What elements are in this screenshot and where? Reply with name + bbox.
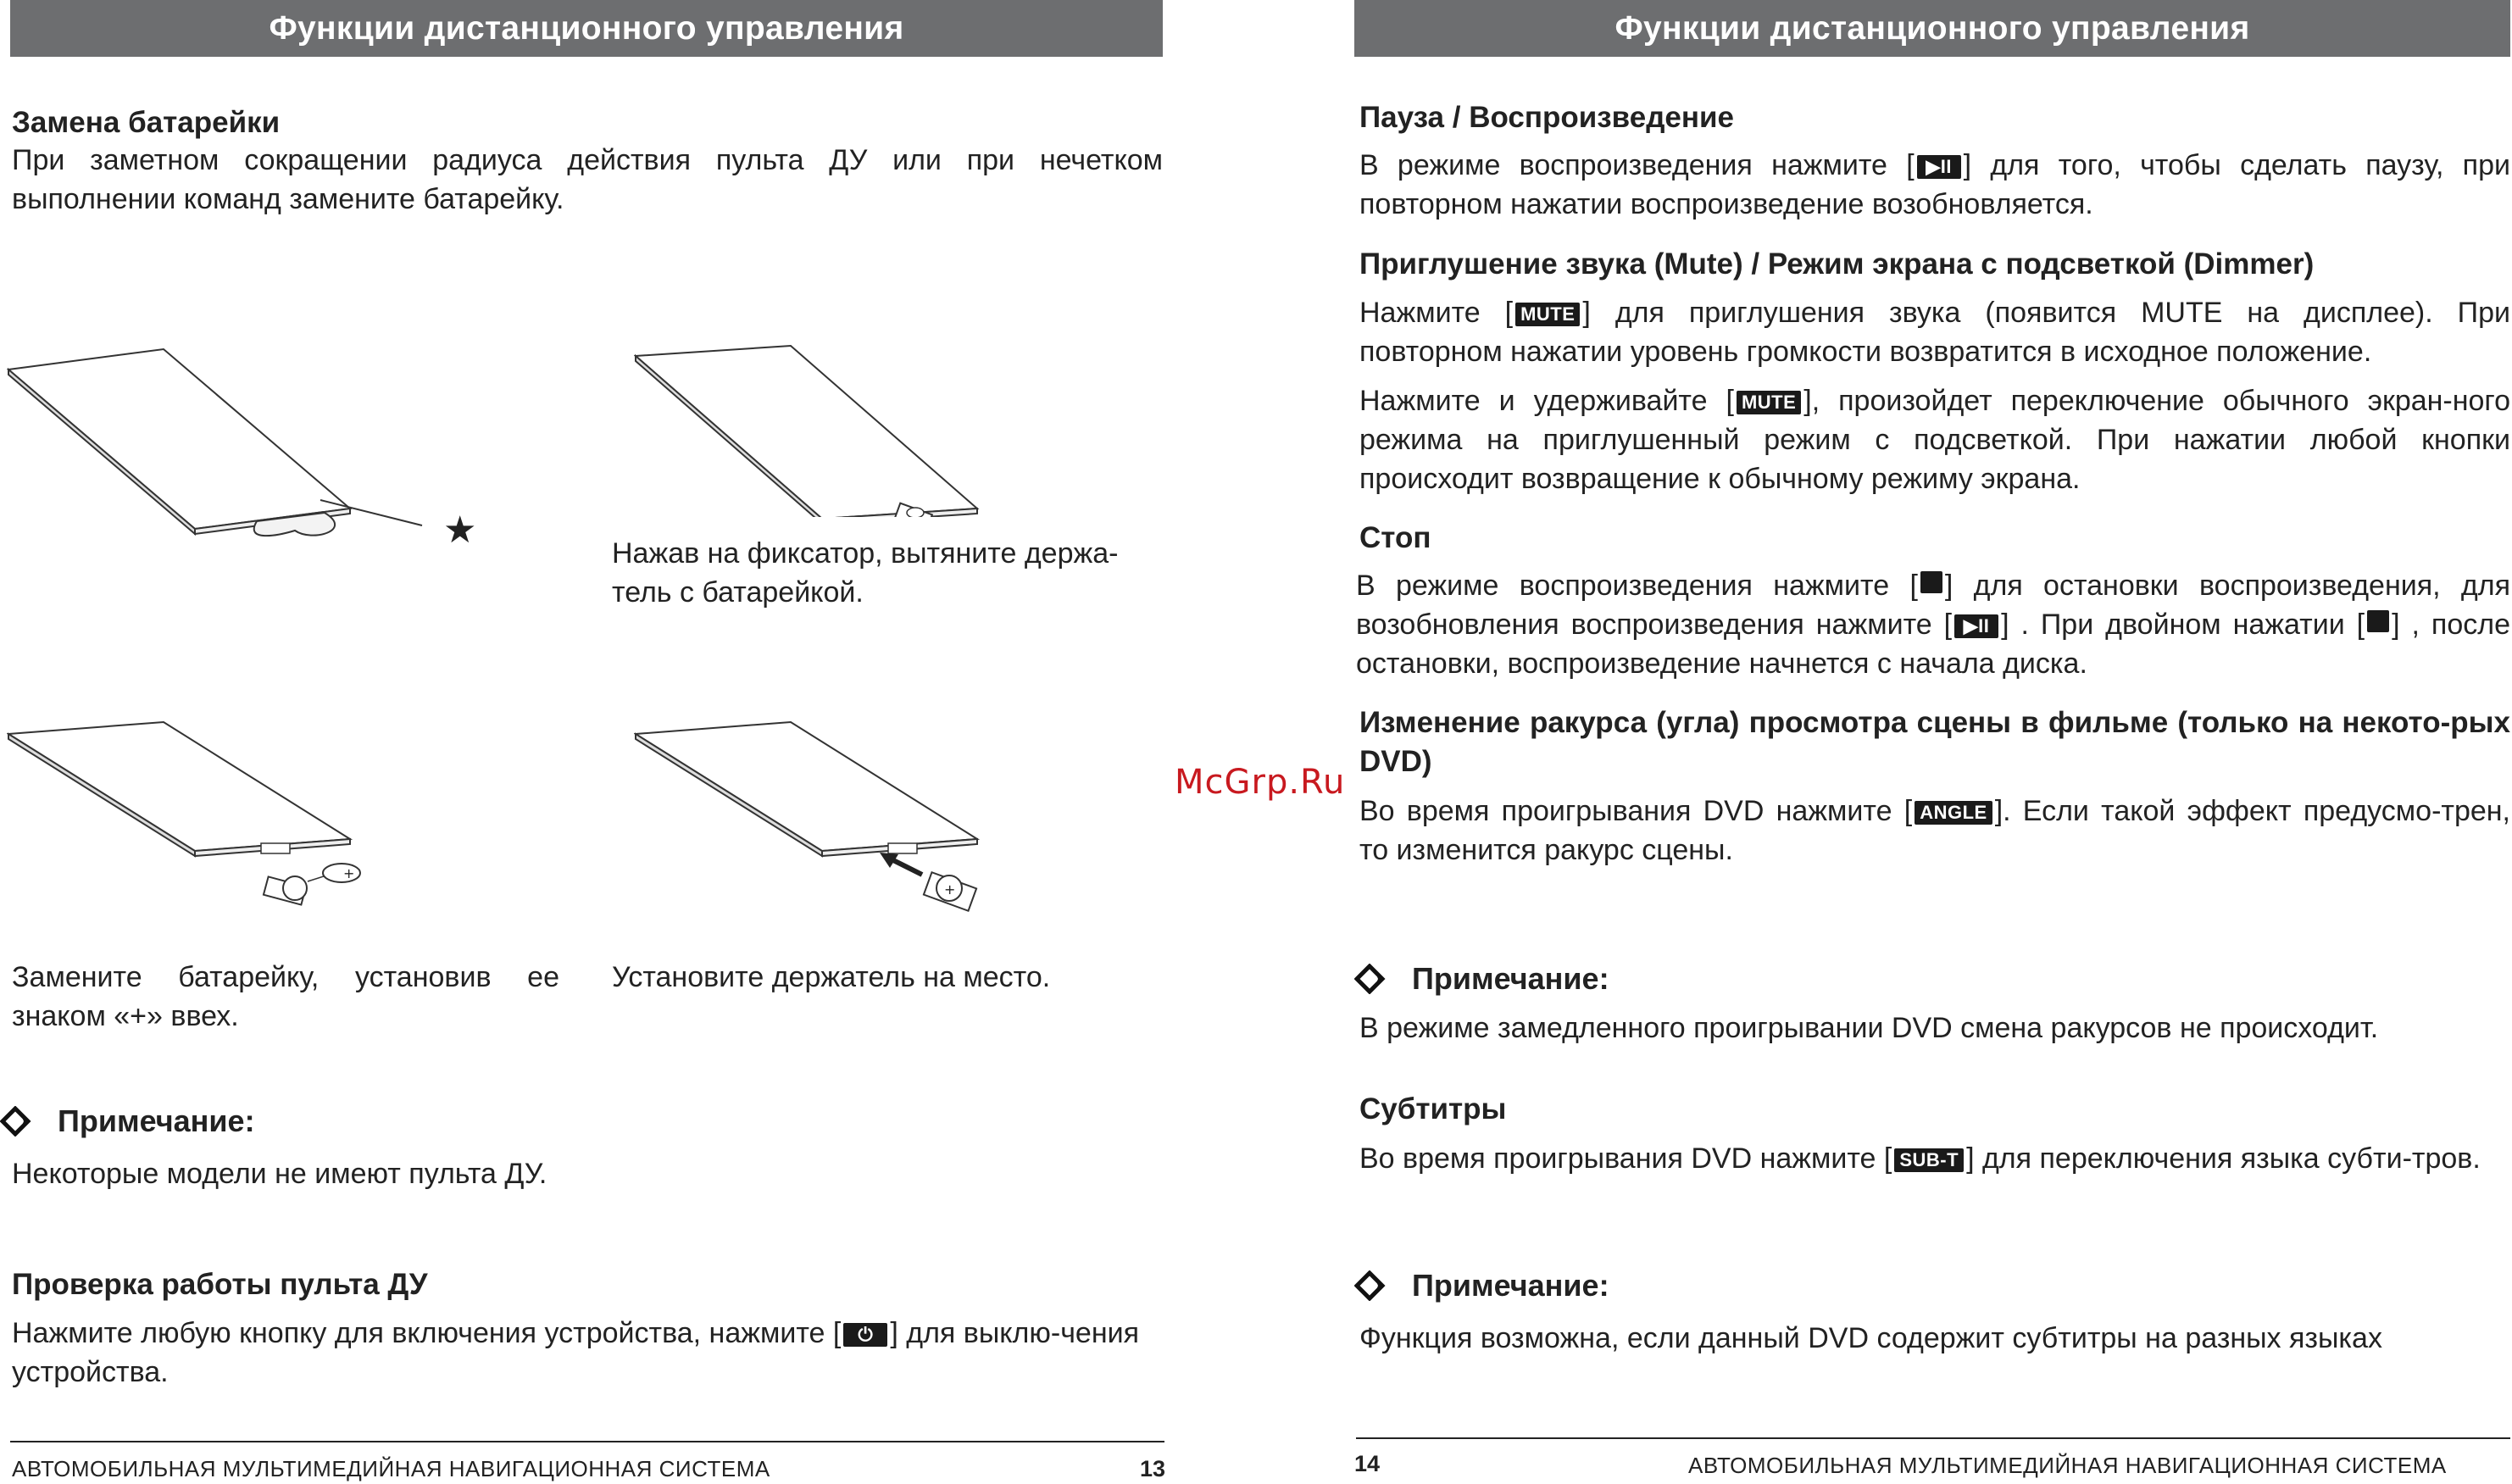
remote-illustration-1 [7, 339, 532, 542]
pause-text-part2: ] для того, чтобы сделать паузу, при повторном нажатии воспроизведение возобновляется. [1359, 149, 2510, 220]
note-title: Примечание: [58, 1103, 255, 1138]
section-title-angle: Изменение ракурса (угла) просмотра сцены в фильме (только на некото-рых DVD) [1359, 706, 2510, 778]
play-pause-key-icon: ▶II [1917, 155, 1961, 179]
section-title-check: Проверка работы пульта ДУ [12, 1268, 428, 1301]
remote-illustration-3 [7, 712, 380, 915]
svg-text:+: + [343, 865, 355, 881]
page-header: Функции дистанционного управления [1354, 0, 2510, 57]
section-title-subtitles: Субтитры [1359, 1092, 1507, 1126]
pause-text-part1: В режиме воспроизведения нажмите [ [1359, 149, 1915, 181]
note1-text: В режиме замедленного проигрывании DVD смена ракурсов не происходит. [1359, 1012, 2379, 1044]
remote-illustration-4 [634, 712, 1007, 915]
mute-text-1-part1: Нажмите [ [1359, 297, 1514, 329]
check-text-part1: Нажмите любую кнопку для включения устройства, нажмите [ [12, 1317, 842, 1349]
pause-text [1359, 146, 2510, 224]
note-diamond-icon [1354, 964, 1393, 994]
step2-text: Замените батарейку, установив ее знаком «+» ввех. [12, 961, 559, 1032]
mute-text-2 [1359, 381, 2510, 498]
note-diamond-icon [1354, 1270, 1393, 1301]
section-title-pause: Пауза / Воспроизведение [1359, 101, 1734, 134]
mute-text-1 [1359, 293, 2510, 371]
stop-key-icon [2367, 610, 2389, 632]
stop-text-part2: ] для остановки воспроизведения, для возобновления воспроизведения нажмите [ [1356, 570, 2510, 641]
stop-text-part4: ] , после остановки, воспроизведение начнется с начала диска. [1356, 609, 2510, 680]
note-text: Некоторые модели не имеют пульта ДУ. [12, 1158, 547, 1190]
step1-text: Нажав на фиксатор, вытяните держа-тель с батарейкой. [612, 537, 1119, 609]
section-title-mute: Приглушение звука (Mute) / Режим экрана с подсветкой (Dimmer) [1359, 247, 2315, 281]
subtitles-text-part1: Во время проигрывания DVD нажмите [ [1359, 1142, 1892, 1175]
mute-key: MUTE [1515, 303, 1580, 326]
section-title-battery: Замена батарейки [12, 106, 281, 139]
stop-text [1356, 566, 2510, 683]
subtitles-text-part2: ] для переключения языка субти-тров. [1966, 1142, 2481, 1175]
left-page [0, 0, 1187, 1484]
star-icon: ★ [443, 509, 477, 542]
mute-key: MUTE [1737, 391, 1801, 414]
page-header: Функции дистанционного управления [10, 0, 1163, 57]
power-key-icon: ⏻ [843, 1323, 887, 1347]
check-text [12, 1314, 1164, 1392]
note-row-2 [1354, 1268, 1609, 1303]
note-row [0, 1103, 255, 1139]
page-number: 13 [1140, 1456, 1166, 1481]
mute-text-2-part1: Нажмите и удерживайте [ [1359, 385, 1734, 417]
check-text-part2: ] для выклю-чения устройства. [12, 1317, 1140, 1388]
angle-text-part1: Во время проигрывания DVD нажмите [ [1359, 795, 1913, 827]
note-title: Примечание: [1412, 1268, 1609, 1303]
footer-divider [1356, 1437, 2510, 1439]
svg-text:+: + [944, 881, 956, 898]
mute-text-1-part2: ] для приглушения звука (появится MUTE на дисплее). При повторном нажатии уровень громкости возвратится в исходное положение. [1359, 297, 2510, 368]
angle-key: ANGLE [1915, 801, 1992, 825]
stop-text-part1: В режиме воспроизведения нажмите [ [1356, 570, 1918, 602]
angle-text [1359, 792, 2510, 870]
play-pause-key-icon: ▶II [1954, 614, 1998, 638]
mute-text-2-part2: ], произойдет переключение обычного экран-ного режима на приглушенный режим с подсветкой. При нажатии любой кнопки происходит возвращение к обычному режиму экрана. [1359, 385, 2510, 495]
watermark: McGrp.Ru [1175, 763, 1346, 802]
footer-text: АВТОМОБИЛЬНАЯ МУЛЬТИМЕДИЙНАЯ НАВИГАЦИОННАЯ СИСТЕМА [1688, 1453, 2447, 1478]
note2-text: Функция возможна, если данный DVD содержит субтитры на разных языках [1359, 1322, 2382, 1354]
note-title: Примечание: [1412, 961, 1609, 996]
remote-illustration-2 [634, 339, 990, 517]
page-number: 14 [1354, 1451, 1381, 1476]
step3-text: Установите держатель на место. [612, 961, 1051, 993]
note-row-1 [1354, 961, 1609, 997]
note-diamond-icon [0, 1106, 39, 1137]
footer-text: АВТОМОБИЛЬНАЯ МУЛЬТИМЕДИЙНАЯ НАВИГАЦИОННАЯ СИСТЕМА [12, 1456, 770, 1481]
subt-key: SUB-T [1894, 1148, 1964, 1172]
stop-text-part3: ] . При двойном нажатии [ [2001, 609, 2365, 641]
subtitles-text [1359, 1139, 2510, 1178]
angle-text-part2: ]. Если такой эффект предусмо-трен, то изменится ракурс сцены. [1359, 795, 2510, 866]
footer-divider [10, 1441, 1164, 1442]
right-page [1349, 0, 2512, 1484]
stop-key-icon [1920, 571, 1942, 593]
section-title-stop: Стоп [1359, 521, 1431, 554]
battery-text: При заметном сокращении радиуса действия пульта ДУ или при нечетком выполнении команд замените батарейку. [12, 144, 1163, 215]
